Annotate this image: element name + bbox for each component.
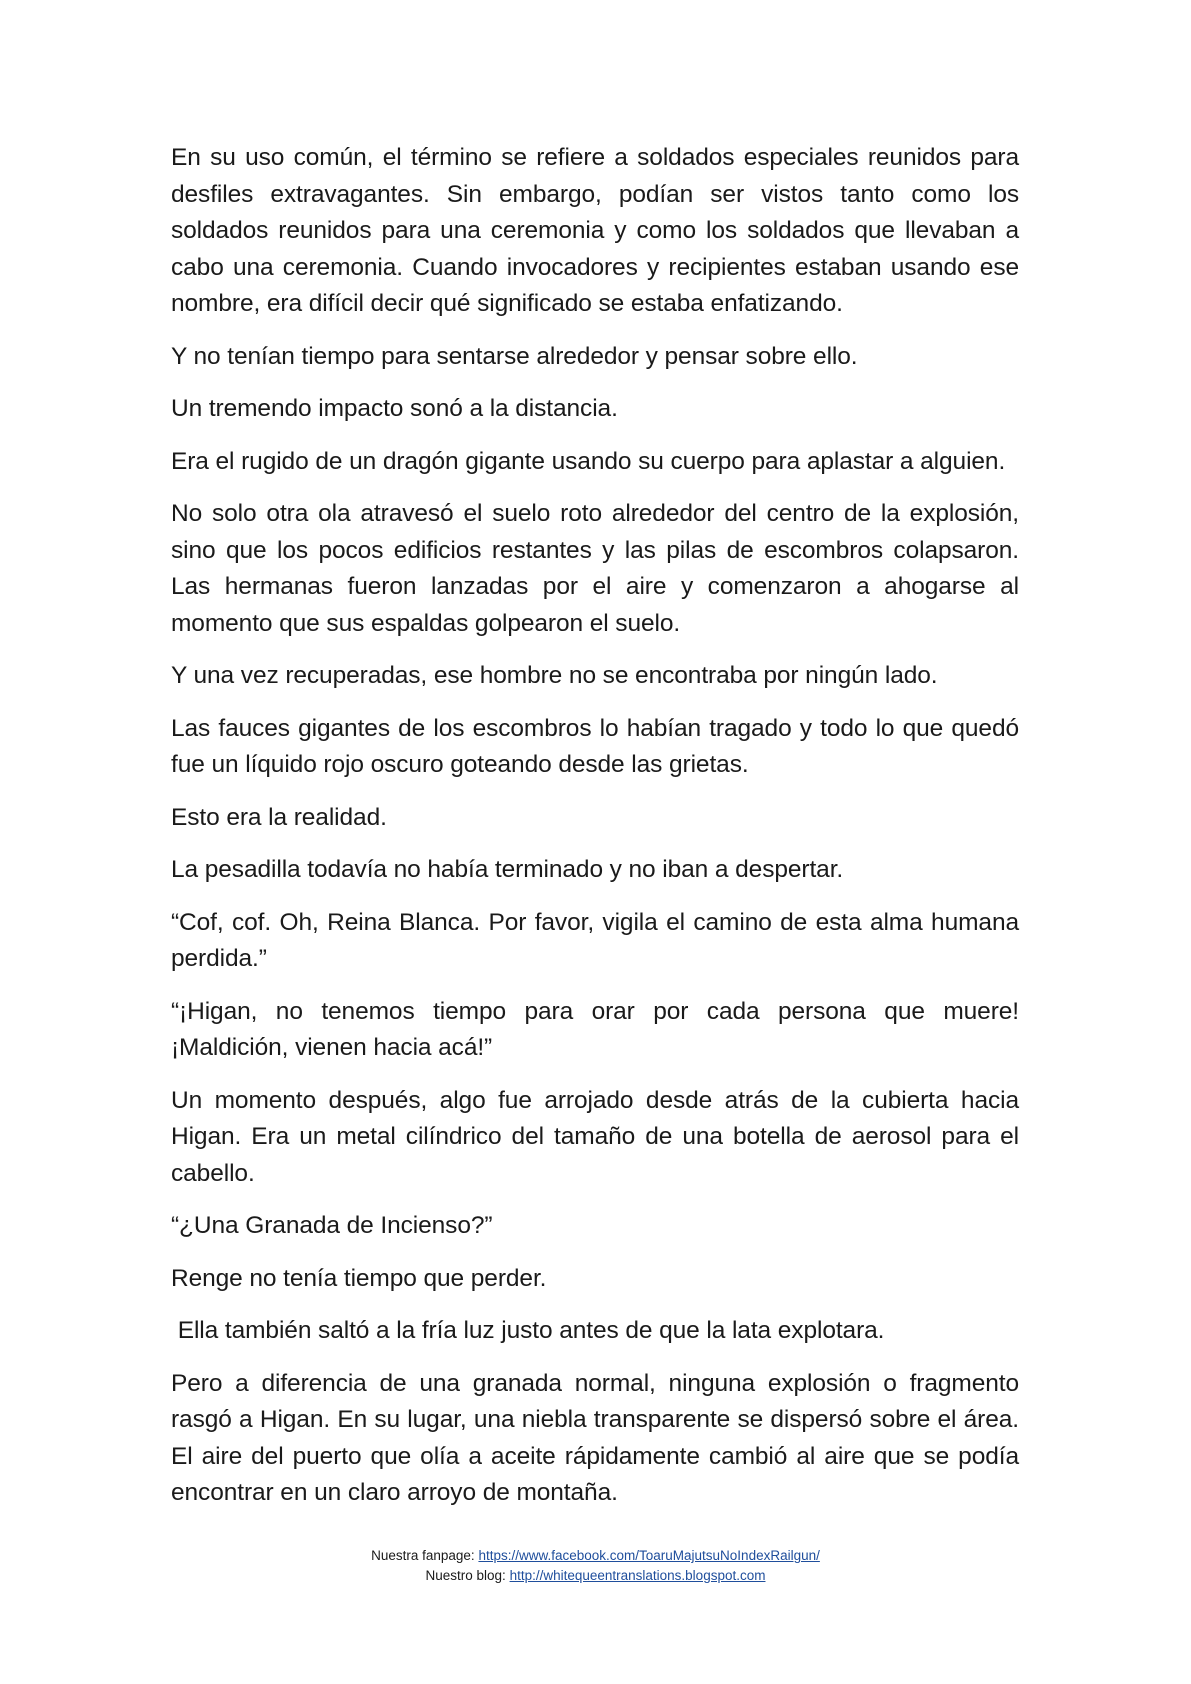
- paragraph-12: Un momento después, algo fue arrojado desde atrás de la cubierta hacia Higan. Era un metal cilíndrico del tamaño de una botella de aerosol para el cabello.: [171, 1086, 1019, 1187]
- paragraph-7: Las fauces gigantes de los escombros lo habían tragado y todo lo que quedó fue un líquido rojo oscuro goteando desde las grietas.: [171, 714, 1019, 778]
- blog-link[interactable]: http://whitequeentranslations.blogspot.com: [509, 1568, 766, 1583]
- page-footer: [0, 1546, 1191, 1586]
- footer-blog-label: Nuestro blog:: [425, 1568, 510, 1583]
- paragraph-11: “¡Higan, no tenemos tiempo para orar por cada persona que muere! ¡Maldición, vienen hacia acá!”: [171, 997, 1019, 1061]
- footer-fanpage-line: [0, 1546, 1191, 1566]
- paragraph-9: La pesadilla todavía no había terminado y no iban a despertar.: [171, 856, 844, 883]
- paragraph-1: En su uso común, el término se refiere a soldados especiales reunidos para desfiles extravagantes. Sin embargo, podían ser vistos tanto como los soldados reunidos para una ceremonia y como los soldados que llevaban a cabo una ceremonia. Cuando invocadores y recipientes estaban usando ese nombre, era difícil decir qué significado se estaba enfatizando.: [171, 144, 1019, 317]
- fanpage-link[interactable]: https://www.facebook.com/ToaruMajutsuNoIndexRailgun/: [478, 1548, 820, 1563]
- paragraph-3: Un tremendo impacto sonó a la distancia.: [171, 395, 618, 422]
- paragraph-16: Pero a diferencia de una granada normal, ninguna explosión o fragmento rasgó a Higan. En su lugar, una niebla transparente se dispersó sobre el área. El aire del puerto que olía a aceite rápidamente cambió al aire que se podía encontrar en un claro arroyo de montaña.: [171, 1369, 1019, 1506]
- paragraph-14: Renge no tenía tiempo que perder.: [171, 1264, 547, 1292]
- paragraph-10: “Cof, cof. Oh, Reina Blanca. Por favor, vigila el camino de esta alma humana perdida.”: [171, 908, 1019, 972]
- paragraph-4: Era el rugido de un dragón gigante usando su cuerpo para aplastar a alguien.: [171, 447, 1006, 475]
- paragraph-6: Y una vez recuperadas, ese hombre no se encontraba por ningún lado.: [171, 662, 938, 689]
- paragraph-13: “¿Una Granada de Incienso?”: [171, 1212, 493, 1239]
- paragraph-2: Y no tenían tiempo para sentarse alrededor y pensar sobre ello.: [171, 342, 858, 370]
- paragraph-15: Ella también saltó a la fría luz justo antes de que la lata explotara.: [171, 1317, 885, 1344]
- footer-blog-line: [0, 1566, 1191, 1586]
- paragraph-8: Esto era la realidad.: [171, 803, 387, 831]
- page-body: [171, 140, 1019, 1528]
- paragraph-5: No solo otra ola atravesó el suelo roto alrededor del centro de la explosión, sino que los pocos edificios restantes y las pilas de escombros colapsaron. Las hermanas fueron lanzadas por el aire y comenzaron a ahogarse al momento que sus espaldas golpearon el suelo.: [171, 500, 1019, 637]
- footer-fanpage-label: Nuestra fanpage:: [371, 1548, 479, 1563]
